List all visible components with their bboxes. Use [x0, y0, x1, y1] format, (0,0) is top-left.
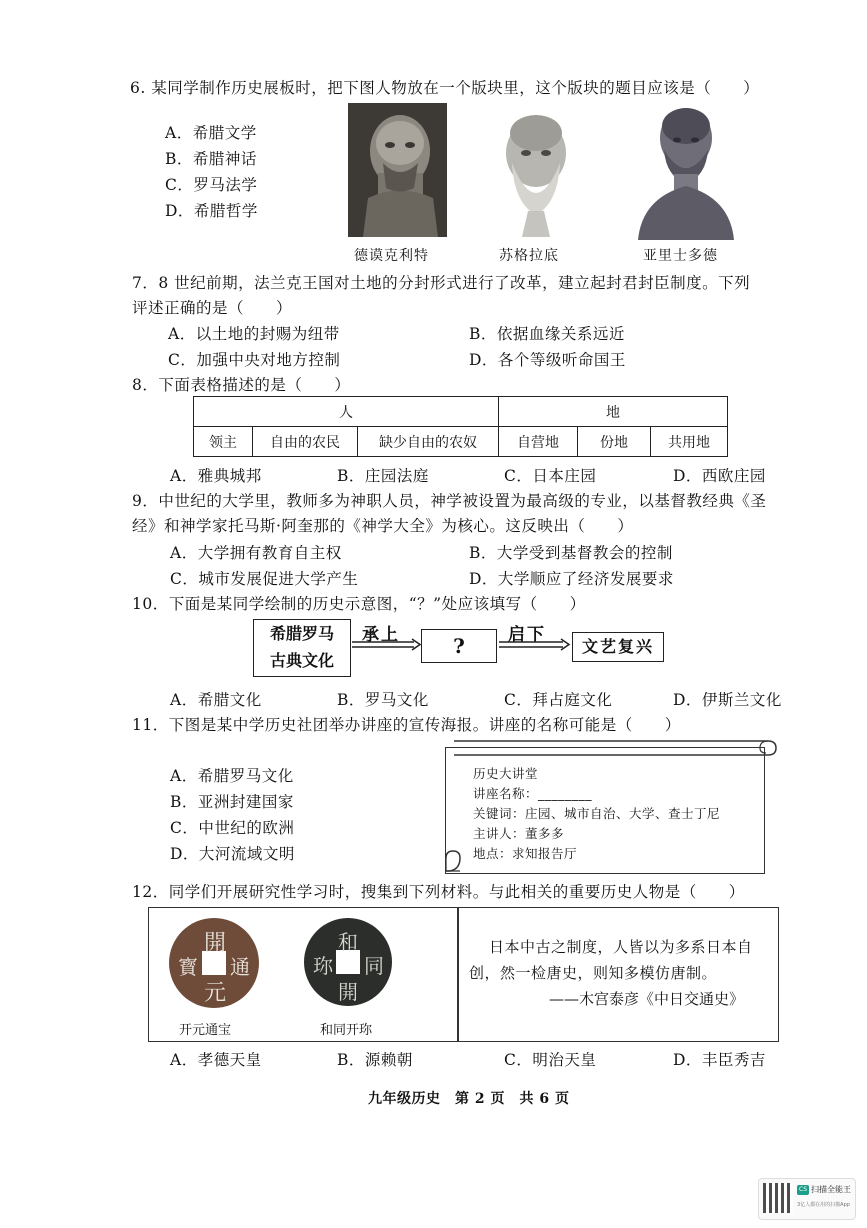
coin-char: 通	[230, 955, 250, 979]
q9-stem-line1: 9．中世纪的大学里，教师多为神职人员，神学被设置为最高级的专业，以基督教经典《圣	[132, 492, 767, 510]
q9-option-a: A．大学拥有教育自主权	[170, 544, 342, 562]
watermark-subtitle: 3亿人都在用的扫描App	[797, 1202, 850, 1208]
q6-stem: 6. 某同学制作历史展板时，把下图人物放在一个版块里，这个版块的题目应该是（ ）	[130, 79, 760, 97]
flow-box-greco-roman	[253, 619, 351, 677]
poster-title: 历史大讲堂	[473, 766, 539, 781]
flow-label-lead: 启下	[508, 625, 546, 645]
q9-option-b: B．大学受到基督教会的控制	[469, 544, 673, 562]
q10-stem: 10．下面是某同学绘制的历史示意图，“？”处应该填写（ ）	[132, 595, 586, 613]
table-cell: 自由的农民	[253, 427, 358, 457]
table-cell: 自营地	[499, 427, 578, 457]
coin-char: 同	[364, 954, 384, 978]
q11-option-c: C．中世纪的欧洲	[170, 819, 295, 837]
flow-label-inherit: 承上	[362, 625, 400, 645]
q7-stem-line2: 评述正确的是（ ）	[132, 299, 293, 317]
coin-char: 珎	[313, 954, 333, 978]
democritus-bust-image	[348, 103, 447, 237]
caption-socrates: 苏格拉底	[499, 248, 559, 264]
arrow-right-icon	[497, 638, 572, 652]
q7-option-c: C．加强中央对地方控制	[168, 351, 341, 369]
q6-option-c: C．罗马法学	[165, 176, 258, 194]
q12-material-box	[148, 907, 779, 1042]
cs-logo-icon: CS	[799, 1186, 807, 1193]
scanner-watermark	[758, 1178, 856, 1220]
q12-option-b: B．源赖朝	[337, 1051, 413, 1069]
q11-option-d: D．大河流域文明	[170, 845, 295, 863]
kaiyuan-coin-image	[169, 918, 259, 1008]
flow-box-renaissance: 文艺复兴	[572, 632, 664, 662]
q11-stem: 11．下图是某中学历史社团举办讲座的宣传海报。讲座的名称可能是（ ）	[132, 716, 681, 734]
quote-line2: 创，然一检唐史，则知多模仿唐制。	[469, 964, 718, 982]
q11-option-b: B．亚洲封建国家	[170, 793, 294, 811]
table-header-people: 人	[194, 397, 499, 427]
q10-option-a: A．希腊文化	[170, 691, 262, 709]
coin-char: 開	[204, 931, 227, 956]
quote-line1: 日本中古之制度，人皆以为多系日本自	[489, 938, 753, 956]
coin-char: 和	[338, 930, 358, 954]
coin2-label: 和同开珎	[320, 1023, 373, 1038]
q8-stem: 8．下面表格描述的是（ ）	[132, 376, 351, 394]
table-cell: 份地	[578, 427, 651, 457]
poster-lecture-name: 讲座名称：________	[473, 786, 593, 801]
q12-stem: 12．同学们开展研究性学习时，搜集到下列材料。与此相关的重要历史人物是（ ）	[132, 883, 745, 901]
divider	[457, 908, 459, 1041]
caption-democritus: 德谟克利特	[354, 248, 429, 264]
q12-option-a: A．孝德天皇	[170, 1051, 262, 1069]
q8-option-c: C．日本庄园	[504, 467, 597, 485]
q10-option-b: B．罗马文化	[337, 691, 429, 709]
q11-option-a: A．希腊罗马文化	[170, 767, 294, 785]
wadokaichin-coin-image	[304, 918, 392, 1006]
watermark-app-name: 扫描全能王	[811, 1185, 851, 1194]
table-cell: 共用地	[651, 427, 728, 457]
table-header-land: 地	[499, 397, 728, 427]
flow-box-line: 古典文化	[269, 651, 334, 670]
table-cell: 领主	[194, 427, 253, 457]
flow-box-unknown: ?	[421, 629, 497, 663]
q8-table	[193, 396, 728, 457]
poster-speaker: 主讲人：董多多	[473, 826, 565, 841]
q10-option-d: D．伊斯兰文化	[673, 691, 782, 709]
q9-option-d: D．大学顺应了经济发展要求	[469, 570, 674, 588]
q7-option-a: A．以土地的封赐为纽带	[168, 325, 340, 343]
flow-box-line: 希腊罗马	[269, 624, 334, 643]
coin-char: 元	[204, 981, 227, 1006]
page-footer: 九年级历史 第 2 页 共 6 页	[368, 1091, 570, 1107]
q7-option-b: B．依据血缘关系远近	[469, 325, 625, 343]
quote-source: ——木宫泰彦《中日交通史》	[549, 990, 745, 1008]
poster-location: 地点：求知报告厅	[473, 846, 578, 861]
coin-char: 寳	[178, 955, 198, 979]
arrow-right-icon	[350, 638, 422, 652]
q9-option-c: C．城市发展促进大学产生	[170, 570, 359, 588]
q12-option-c: C．明治天皇	[504, 1051, 597, 1069]
coin1-label: 开元通宝	[179, 1023, 232, 1038]
poster-keywords: 关键词：庄园、城市自治、大学、查士丁尼	[473, 806, 721, 821]
lecture-poster	[445, 747, 765, 874]
q10-option-c: C．拜占庭文化	[504, 691, 613, 709]
coin-char: 開	[338, 980, 358, 1004]
caption-aristotle: 亚里士多德	[643, 248, 718, 264]
q7-stem-line1: 7．8 世纪前期，法兰克王国对土地的分封形式进行了改革，建立起封君封臣制度。下列	[132, 274, 751, 292]
socrates-bust-image	[488, 103, 582, 237]
q8-option-b: B．庄园法庭	[337, 467, 429, 485]
q6-option-d: D．希腊哲学	[165, 202, 258, 220]
q6-option-a: A．希腊文学	[165, 124, 257, 142]
aristotle-bust-image	[630, 98, 742, 240]
q8-option-a: A．雅典城邦	[170, 467, 262, 485]
q9-stem-line2: 经》和神学家托马斯·阿奎那的《神学大全》为核心。这反映出（ ）	[132, 517, 634, 535]
q8-option-d: D．西欧庄园	[673, 467, 766, 485]
table-cell: 缺少自由的农奴	[358, 427, 499, 457]
q6-option-b: B．希腊神话	[165, 150, 257, 168]
qr-code-icon	[763, 1183, 793, 1213]
q7-option-d: D．各个等级听命国王	[469, 351, 626, 369]
q12-option-d: D．丰臣秀吉	[673, 1051, 766, 1069]
